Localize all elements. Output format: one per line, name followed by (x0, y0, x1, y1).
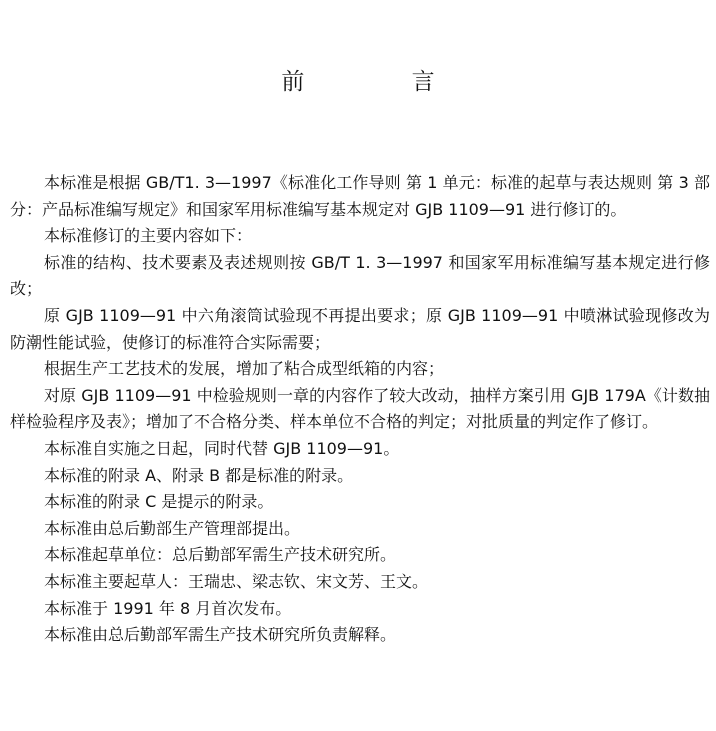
paragraph-revision-intro: 本标准修订的主要内容如下： (44, 226, 253, 246)
paragraph-informative-annex: 本标准的附录 C 是提示的附录。 (44, 492, 274, 512)
paragraph-interpretation: 本标准由总后勤部军需生产技术研究所负责解释。 (44, 625, 397, 645)
paragraph-replacement: 本标准自实施之日起，同时代替 GJB 1109—91。 (44, 438, 400, 458)
page-title: 前 言 (281, 69, 485, 95)
paragraph-test-change: 原 GJB 1109—91 中六角滚筒试验现不再提出要求；原 GJB 1109—91 中喷淋试验现修改为防潮性能试验，使修订的标准符合实际需要； (10, 305, 710, 352)
paragraph-drafting-unit: 本标准起草单位：总后勤部军需生产技术研究所。 (44, 545, 397, 565)
paragraph-drafters: 本标准主要起草人：王瑞忠、梁志钦、宋文芳、王文。 (44, 571, 429, 591)
paragraph-inspection-change: 对原 GJB 1109—91 中检验规则一章的内容作了较大改动，抽样方案引用 GJB 179A《计数抽样检验程序及表》；增加了不合格分类、样本单位不合格的判定；对批质量的判定作了修订。 (10, 385, 710, 432)
paragraph-structure-change: 标准的结构、技术要素及表述规则按 GB/T 1. 3—1997 和国家军用标准编写基本规定进行修改； (10, 252, 710, 299)
paragraph-proposer: 本标准由总后勤部生产管理部提出。 (44, 518, 301, 538)
paragraph-normative-annex: 本标准的附录 A、附录 B 都是标准的附录。 (44, 465, 354, 485)
paragraph-revision-basis: 本标准是根据 GB/T1. 3—1997《标准化工作导则 第 1 单元：标准的起草与表达规则 第 3 部分：产品标准编写规定》和国家军用标准编写基本规定对 GJB 1109—91 进行修订的。 (10, 173, 710, 219)
paragraph-process-change: 根据生产工艺技术的发展，增加了粘合成型纸箱的内容； (44, 359, 445, 379)
paragraph-first-issue: 本标准于 1991 年 8 月首次发布。 (44, 598, 292, 618)
foreword-body (10, 170, 710, 649)
